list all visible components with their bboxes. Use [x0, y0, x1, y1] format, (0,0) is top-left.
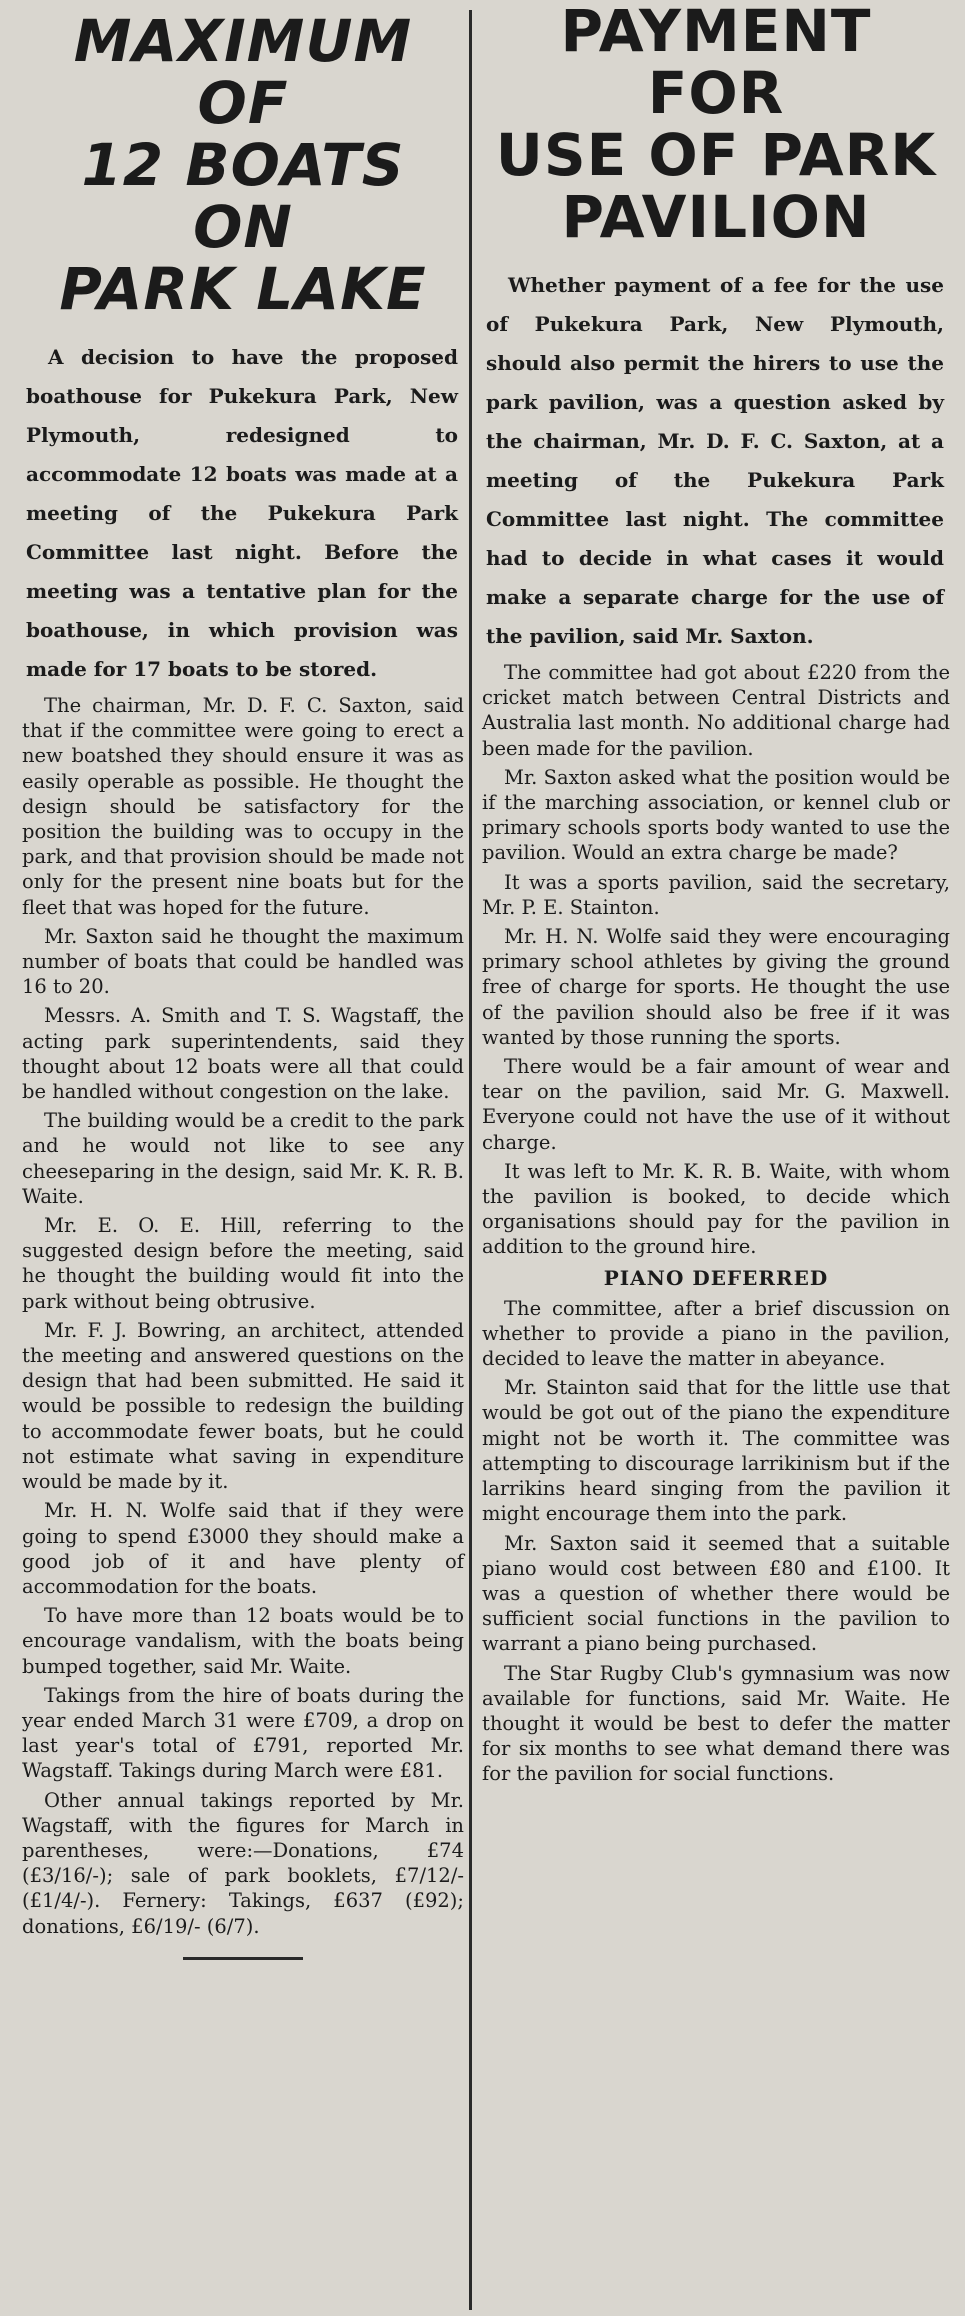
headline-line: USE OF PARK: [495, 121, 937, 189]
lead-text: A decision to have the proposed boathouse for Pukekura Park, New Plymouth, redesigned to accommodate 12 boats was made at a meeting of the Pukekura Park Committee last night. Before the meeting was a tentative plan for the boathouse, in which provision was made for 17 boats to be stored.: [26, 345, 458, 681]
paragraph: Mr. F. J. Bowring, an architect, attended the meeting and answered questions on the design that had been submitted. He said it would be possible to redesign the building to accommodate fewer boats, but he could not estimate what saving in expenditure would be made by it.: [22, 1318, 464, 1494]
paragraph: Mr. H. N. Wolfe said that if they were going to spend £3000 they should make a good job of it and have plenty of accommodation for the boats.: [22, 1499, 464, 1598]
paragraph: Mr. Saxton asked what the position would be if the marching association, or kennel club or primary schools sports body wanted to use the pavilion. Would an extra charge be made?: [482, 765, 950, 865]
lead-paragraph: [22, 338, 464, 689]
paragraph: Other annual takings reported by Mr. Wagstaff, with the figures for March in parentheses, were:—Donations, £74 (£3/16/-); sale of park booklets, £7/12/- (£1/4/-). Fernery: Takings, £637 (£92); donations, £6/19/- (6/7).: [22, 1788, 464, 1938]
paragraph: The chairman, Mr. D. F. C. Saxton, said that if the committee were going to erect a new boatshed they should ensure it was as easily operable as possible. He thought the design should be satisfactory for the position the building was to occupy in the park, and that provision should be made not only for the present nine boats but for the fleet that was hoped for the future.: [22, 694, 464, 919]
article-body: [22, 693, 464, 1939]
lead-paragraph: [482, 266, 950, 656]
paragraph: Mr. Saxton said he thought the maximum number of boats that could be handled was 16 to 20.: [22, 924, 464, 999]
paragraph: The committee had got about £220 from the cricket match between Central Districts and Australia last month. No additional charge had been made for the pavilion.: [482, 661, 950, 760]
headline-boats: [22, 7, 464, 323]
headline-pavilion: [482, 0, 950, 251]
article-body: [482, 660, 950, 1787]
paragraph: To have more than 12 boats would be to encourage vandalism, with the boats being bumped together, said Mr. Waite.: [22, 1604, 464, 1678]
headline-line: PAVILION: [561, 183, 871, 251]
paragraph: Mr. H. N. Wolfe said they were encouraging primary school athletes by giving the ground free of charge for sports. He thought the use of the pavilion should also be free if it was wanted by those running the sports.: [482, 925, 950, 1049]
paragraph: The committee, after a brief discussion on whether to provide a piano in the pavilion, decided to leave the matter in abeyance.: [482, 1296, 950, 1371]
paragraph: There would be a fair amount of wear and tear on the pavilion, said Mr. G. Maxwell. Everyone could not have the use of it without charge.: [482, 1055, 950, 1154]
headline-line: PAYMENT FOR: [560, 0, 872, 127]
paragraph: Messrs. A. Smith and T. S. Wagstaff, the acting park superintendents, said they thought about 12 boats were all that could be handled without congestion on the lake.: [22, 1004, 464, 1104]
paragraph: It was a sports pavilion, said the secretary, Mr. P. E. Stainton.: [482, 870, 950, 919]
lead-text: Whether payment of a fee for the use of Pukekura Park, New Plymouth, should also permit the hirers to use the park pavilion, was a question asked by the chairman, Mr. D. F. C. Saxton, at a meeting of the Pukekura Park Committee last night. The committee had to decide in what cases it would make a separate charge for the use of the pavilion, said Mr. Saxton.: [486, 273, 944, 648]
article-pavilion: [482, 0, 950, 1791]
column-divider: [469, 10, 472, 2310]
paragraph: The building would be a credit to the park and he would not like to see any cheeseparing in the design, said Mr. K. R. B. Waite.: [22, 1109, 464, 1208]
paragraph: Mr. E. O. E. Hill, referring to the suggested design before the meeting, said he thought the building would fit into the park without being obtrusive.: [22, 1214, 464, 1313]
headline-line: MAXIMUM OF: [73, 7, 413, 137]
article-boats: [22, 0, 464, 1960]
paragraph: Mr. Stainton said that for the little use that would be got out of the piano the expenditure might not be worth it. The committee was attempting to discourage larrikinism but if the larrikins heard singing from the pavilion it might encourage them into the park.: [482, 1376, 950, 1526]
headline-line: 12 BOATS ON: [81, 131, 405, 261]
paragraph: It was left to Mr. K. R. B. Waite, with whom the pavilion is booked, to decide which organisations should pay for the pavilion in addition to the ground hire.: [482, 1159, 950, 1259]
headline-line: PARK LAKE: [59, 255, 427, 323]
end-rule: [183, 1957, 303, 1960]
paragraph: Takings from the hire of boats during the year ended March 31 were £709, a drop on last year's total of £791, reported Mr. Wagstaff. Takings during March were £81.: [22, 1683, 464, 1783]
paragraph: Mr. Saxton said it seemed that a suitable piano would cost between £80 and £100. It was a question of whether there would be sufficient social functions in the pavilion to warrant a piano being purchased.: [482, 1531, 950, 1656]
paragraph: The Star Rugby Club's gymnasium was now available for functions, said Mr. Waite. He thought it would be best to defer the matter for six months to see what demand there was for the pavilion for social functions.: [482, 1661, 950, 1786]
subheading: PIANO DEFERRED: [603, 1265, 829, 1290]
